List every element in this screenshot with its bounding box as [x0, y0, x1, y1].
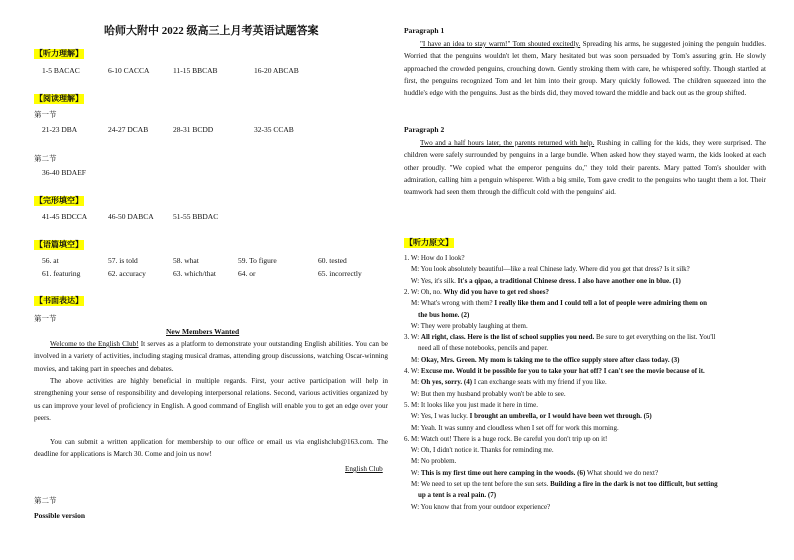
story-paragraph	[404, 38, 766, 99]
essay-lead: Welcome to the English Club!	[50, 340, 139, 348]
section-transcript: 【听力原文】	[405, 238, 453, 247]
transcript-line	[404, 468, 658, 479]
transcript-key-text: Building a fire in the dark is not too difficult, but setting	[550, 480, 718, 488]
possible-version-label: Possible version	[34, 511, 86, 520]
transcript-line	[404, 423, 619, 434]
grammar-answer: 58. what	[173, 256, 199, 265]
transcript-line	[404, 355, 680, 366]
transcript-text: What should we do next?	[585, 468, 659, 477]
transcript-line	[404, 343, 548, 354]
transcript-text: W: You know that from your outdoor experience?	[404, 502, 551, 511]
transcript-text: 1. W: How do I look?	[404, 254, 465, 262]
transcript-text: W: But then my husband probably won't be able to see.	[404, 389, 566, 398]
grammar-answer: 57. is told	[108, 256, 138, 265]
transcript-text: W: Yes, I was lucky.	[404, 412, 470, 421]
answer-group: 21-23 DBA	[42, 125, 78, 134]
section-cloze: 【完形填空】	[35, 196, 83, 205]
transcript-line	[404, 389, 566, 400]
transcript-line	[404, 310, 469, 321]
transcript-line	[404, 490, 496, 501]
story-lead: Two and a half hours later, the parents returned with help.	[420, 139, 595, 147]
transcript-text: 4. W:	[404, 367, 421, 375]
transcript-line	[404, 445, 554, 456]
section-listening: 【听力理解】	[35, 49, 83, 58]
transcript-text: M: You look absolutely beautiful—like a real Chinese lady. Where did you get that dress? Is it silk?	[404, 265, 690, 274]
transcript-text: M: What's wrong with them?	[404, 299, 495, 308]
transcript-line	[404, 298, 707, 309]
transcript-key-text: Oh yes, sorry. (4)	[420, 378, 473, 387]
transcript-text: M: No problem.	[404, 457, 457, 466]
grammar-answer: 65. incorrectly	[318, 269, 362, 278]
transcript-key-text: the bus home. (2)	[418, 310, 470, 319]
part-label: 第一节	[34, 314, 57, 323]
answer-group: 28-31 BCDD	[173, 125, 214, 134]
paragraph-label: Paragraph 2	[404, 125, 445, 134]
transcript-line	[404, 411, 652, 422]
grammar-answer: 63. which/that	[173, 269, 216, 278]
transcript-key-text: I brought an umbrella, or I would have been wet through. (5)	[469, 412, 652, 421]
story-paragraph	[404, 137, 766, 198]
grammar-answer: 59. To figure	[238, 256, 277, 265]
transcript-text: W: They were probably laughing at them.	[404, 321, 528, 330]
transcript-text: W: Oh, I didn't notice it. Thanks for reminding me.	[404, 446, 554, 455]
section-writing: 【书面表达】	[35, 296, 83, 305]
grammar-answer: 61. featuring	[42, 269, 81, 278]
transcript-text: M:	[404, 355, 421, 364]
paragraph-label: Paragraph 1	[404, 26, 445, 35]
transcript-text: 2. W: Oh, no.	[404, 287, 444, 296]
part-label: 第二节	[34, 154, 57, 163]
transcript-text: M: We need to set up the tent before the sun sets.	[404, 480, 551, 488]
transcript-line	[404, 264, 690, 275]
essay-paragraph	[34, 338, 388, 375]
answer-group: 32-35 CCAB	[254, 125, 294, 134]
transcript-key-text: Excuse me. Would it be possible for you to take your hat off? I can't see the movie because of it.	[420, 367, 705, 375]
grammar-answer: 56. at	[42, 256, 59, 265]
story-lead: "I have an idea to stay warm!" Tom shouted excitedly.	[420, 40, 581, 48]
transcript-line	[404, 287, 549, 298]
transcript-line	[404, 502, 550, 513]
transcript-line	[404, 479, 718, 490]
grammar-answer: 60. tested	[318, 256, 347, 265]
transcript-key-text: It's a qipao, a traditional Chinese dress. I also have another one in blue. (1)	[457, 276, 681, 285]
transcript-text: 5. M: It looks like you just made it here in time.	[404, 400, 538, 409]
transcript-line	[404, 253, 465, 264]
answer-group: 46-50 DABCA	[108, 212, 154, 221]
transcript-text: W: Yes, it's silk.	[404, 276, 458, 285]
answer-group: 24-27 DCAB	[108, 125, 149, 134]
essay-paragraph: The above activities are highly beneficial in multiple regards. First, your active participation will help in strengthening your sense of responsibility and developing interpersonal relations. Second, various activities organized by us can improve your level of proficiency in English. A good command of English will enable you to get an edge over your peers.	[34, 377, 388, 422]
transcript-line	[404, 332, 715, 343]
story-text: Rushing in calling for the kids, they were surprised. The children were safely surrounded by penguins in a large bundle. When asked how they stayed warm, the kids looked at each other proudly. "We copied what the emperor penguins do," they told their parents. Mary patted Tom's shoulder with admiration, calling him a penguin whisperer. With a big smile, Tom gave credit to the penguins who taught them a lot. Their teamwork had seen them through the difficult cold with the penguins' aid.	[404, 139, 766, 197]
essay-heading: New Members Wanted	[166, 327, 240, 336]
transcript-text: W:	[404, 468, 421, 477]
transcript-text: need all of these notebooks, pencils and paper.	[404, 344, 549, 353]
story-text: Spreading his arms, he suggested joining the penguin huddles. Worried that the penguins wouldn't let them, Mary hesitated but was soon persuaded by Tom's assuring grin. He slowly approached the crowded penguins, crouching down. Gently stroking them with care, he whispered softly. Though startled at first, the penguins recognized Tom and let him into their group. Mary quickly followed. The children squeezed into the huddle's edge with the penguins. Just as the birds did, they moved toward the middle and back out as the group shifted.	[404, 40, 766, 98]
transcript-line	[404, 456, 456, 467]
transcript-key-text: up a tent is a real pain. (7)	[418, 491, 497, 500]
transcript-line	[404, 276, 681, 287]
transcript-key-text: All right, class. Here is the list of school supplies you need.	[420, 333, 595, 342]
answer-group: 6-10 CACCA	[108, 66, 150, 75]
transcript-key-text: Okay, Mrs. Green. My mom is taking me to the office supply store after class today. (3)	[420, 355, 680, 364]
transcript-line	[404, 434, 607, 445]
transcript-line	[404, 321, 528, 332]
essay-paragraph: You can submit a written application for membership to our office or email us via englishclub@163.com. The deadline for applications is March 30. Come and join us now!	[34, 438, 388, 459]
transcript-line	[404, 366, 705, 377]
part-label: 第二节	[34, 496, 57, 505]
transcript-text	[404, 311, 418, 319]
transcript-key-text: I really like them and I could tell a lot of people were admiring them on	[494, 299, 708, 308]
transcript-text: 3. W:	[404, 333, 421, 342]
grammar-answer: 64. or	[238, 269, 256, 278]
section-grammar: 【语篇填空】	[35, 240, 83, 249]
transcript-key-text: Why did you have to get red shoes?	[443, 287, 549, 296]
transcript-line	[404, 400, 538, 411]
transcript-text: 6. M: Watch out! There is a huge rock. Be careful you don't trip up on it!	[404, 434, 608, 443]
transcript-text: M:	[404, 378, 421, 387]
transcript-line	[404, 377, 607, 388]
transcript-text	[404, 491, 418, 499]
essay-signature: English Club	[345, 465, 383, 473]
section-reading: 【阅读理解】	[35, 94, 83, 103]
answer-group: 11-15 BBCAB	[173, 66, 218, 75]
part-label: 第一节	[34, 110, 57, 119]
grammar-answer: 62. accuracy	[108, 269, 146, 278]
transcript-text: M: Yeah. It was sunny and cloudless when I set off for work this morning.	[404, 423, 619, 432]
answer-group: 41-45 BDCCA	[42, 212, 88, 221]
transcript-text: I can exchange seats with my friend if you like.	[472, 378, 607, 387]
essay-text: It serves as a platform to demonstrate your outstanding English abilities. You can be involved in a variety of activities, including staging musical dramas, attending group discussions, watching Oscar-winning movies, and taking part in speeches and debates.	[34, 340, 388, 373]
transcript-key-text: This is my first time out here camping in the woods. (6)	[420, 468, 586, 477]
answer-group: 16-20 ABCAB	[254, 66, 299, 75]
transcript-text: Be sure to get everything on the list. You'll	[594, 333, 716, 342]
page-title: 哈师大附中 2022 级高三上月考英语试题答案	[104, 25, 319, 37]
answer-group: 51-55 BBDAC	[173, 212, 219, 221]
answer-group: 36-40 BDAEF	[42, 168, 86, 177]
answer-group: 1-5 BACAC	[42, 66, 80, 75]
